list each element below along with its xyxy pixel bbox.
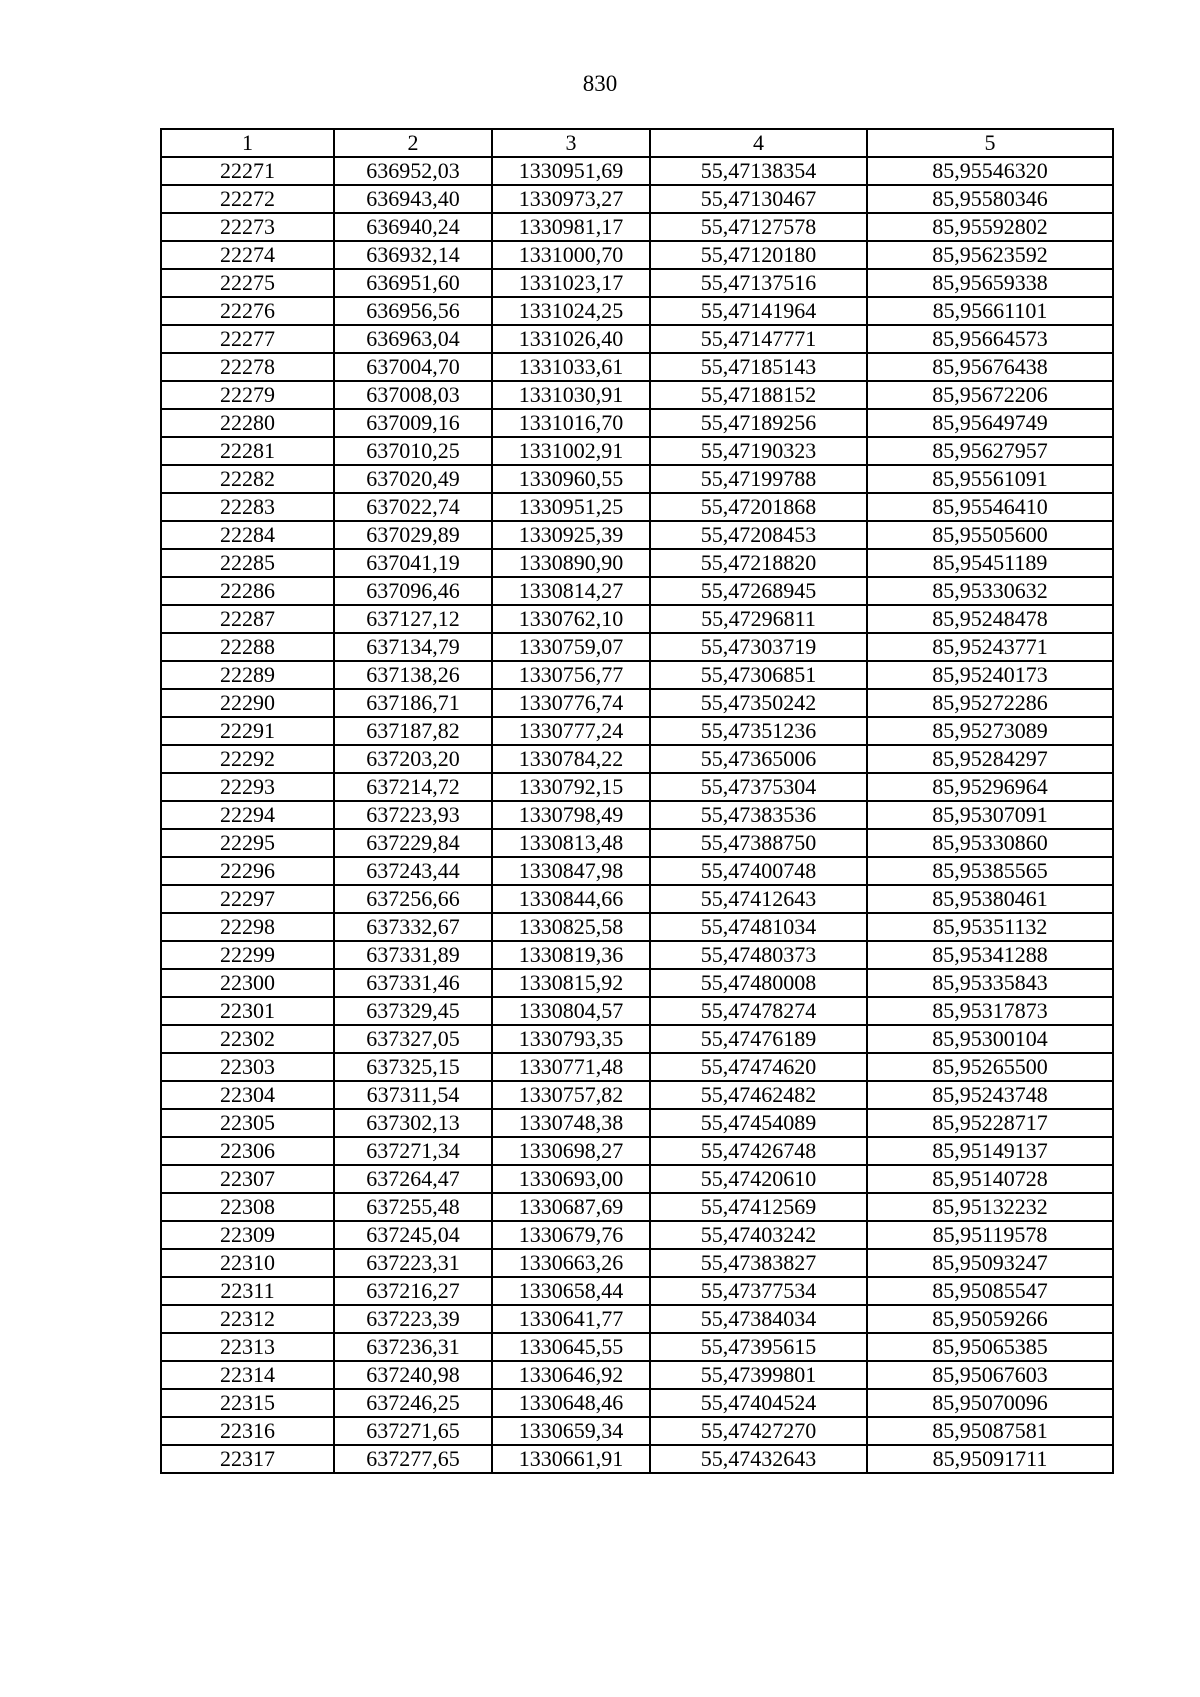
y-coordinate-cell: 1330693,00 (492, 1165, 650, 1193)
y-coordinate-cell: 1330847,98 (492, 857, 650, 885)
table-row (161, 885, 1113, 913)
x-coordinate-cell: 637010,25 (334, 437, 492, 465)
longitude-cell: 85,95243748 (867, 1081, 1113, 1109)
latitude-cell: 55,47296811 (650, 605, 867, 633)
point-number-cell: 22291 (161, 717, 334, 745)
table-header-row (161, 129, 1113, 157)
y-coordinate-cell: 1330804,57 (492, 997, 650, 1025)
x-coordinate-cell: 637236,31 (334, 1333, 492, 1361)
y-coordinate-cell: 1331000,70 (492, 241, 650, 269)
y-coordinate-cell: 1330792,15 (492, 773, 650, 801)
table-row (161, 1249, 1113, 1277)
x-coordinate-cell: 637004,70 (334, 353, 492, 381)
longitude-cell: 85,95561091 (867, 465, 1113, 493)
table-row (161, 325, 1113, 353)
x-coordinate-cell: 637264,47 (334, 1165, 492, 1193)
coordinates-table (160, 128, 1114, 1474)
latitude-cell: 55,47426748 (650, 1137, 867, 1165)
x-coordinate-cell: 637329,45 (334, 997, 492, 1025)
latitude-cell: 55,47365006 (650, 745, 867, 773)
longitude-cell: 85,95546410 (867, 493, 1113, 521)
table-row (161, 1221, 1113, 1249)
point-number-cell: 22289 (161, 661, 334, 689)
latitude-cell: 55,47375304 (650, 773, 867, 801)
table-row (161, 297, 1113, 325)
point-number-cell: 22306 (161, 1137, 334, 1165)
table-row (161, 661, 1113, 689)
latitude-cell: 55,47399801 (650, 1361, 867, 1389)
longitude-cell: 85,95664573 (867, 325, 1113, 353)
longitude-cell: 85,95317873 (867, 997, 1113, 1025)
x-coordinate-cell: 637223,93 (334, 801, 492, 829)
table-row (161, 717, 1113, 745)
point-number-cell: 22315 (161, 1389, 334, 1417)
longitude-cell: 85,95240173 (867, 661, 1113, 689)
latitude-cell: 55,47462482 (650, 1081, 867, 1109)
latitude-cell: 55,47189256 (650, 409, 867, 437)
x-coordinate-cell: 637240,98 (334, 1361, 492, 1389)
latitude-cell: 55,47432643 (650, 1445, 867, 1473)
y-coordinate-cell: 1330687,69 (492, 1193, 650, 1221)
point-number-cell: 22307 (161, 1165, 334, 1193)
x-coordinate-cell: 637020,49 (334, 465, 492, 493)
longitude-cell: 85,95627957 (867, 437, 1113, 465)
y-coordinate-cell: 1330659,34 (492, 1417, 650, 1445)
longitude-cell: 85,95087581 (867, 1417, 1113, 1445)
y-coordinate-cell: 1330748,38 (492, 1109, 650, 1137)
point-number-cell: 22308 (161, 1193, 334, 1221)
y-coordinate-cell: 1330777,24 (492, 717, 650, 745)
y-coordinate-cell: 1331024,25 (492, 297, 650, 325)
point-number-cell: 22297 (161, 885, 334, 913)
y-coordinate-cell: 1330890,90 (492, 549, 650, 577)
table-row (161, 633, 1113, 661)
y-coordinate-cell: 1330757,82 (492, 1081, 650, 1109)
point-number-cell: 22286 (161, 577, 334, 605)
longitude-cell: 85,95085547 (867, 1277, 1113, 1305)
latitude-cell: 55,47218820 (650, 549, 867, 577)
longitude-cell: 85,95505600 (867, 521, 1113, 549)
table-row (161, 437, 1113, 465)
y-coordinate-cell: 1330771,48 (492, 1053, 650, 1081)
table-row (161, 857, 1113, 885)
table-row (161, 1081, 1113, 1109)
point-number-cell: 22293 (161, 773, 334, 801)
point-number-cell: 22310 (161, 1249, 334, 1277)
x-coordinate-cell: 637256,66 (334, 885, 492, 913)
longitude-cell: 85,95335843 (867, 969, 1113, 997)
longitude-cell: 85,95330632 (867, 577, 1113, 605)
y-coordinate-cell: 1330798,49 (492, 801, 650, 829)
x-coordinate-cell: 637243,44 (334, 857, 492, 885)
latitude-cell: 55,47480373 (650, 941, 867, 969)
latitude-cell: 55,47403242 (650, 1221, 867, 1249)
longitude-cell: 85,95659338 (867, 269, 1113, 297)
latitude-cell: 55,47412643 (650, 885, 867, 913)
y-coordinate-cell: 1330776,74 (492, 689, 650, 717)
x-coordinate-cell: 637271,65 (334, 1417, 492, 1445)
latitude-cell: 55,47377534 (650, 1277, 867, 1305)
x-coordinate-cell: 636932,14 (334, 241, 492, 269)
column-header: 5 (867, 129, 1113, 157)
table-row (161, 1445, 1113, 1473)
table-row (161, 1389, 1113, 1417)
x-coordinate-cell: 637203,20 (334, 745, 492, 773)
table-row (161, 801, 1113, 829)
point-number-cell: 22274 (161, 241, 334, 269)
point-number-cell: 22287 (161, 605, 334, 633)
x-coordinate-cell: 636951,60 (334, 269, 492, 297)
point-number-cell: 22277 (161, 325, 334, 353)
longitude-cell: 85,95672206 (867, 381, 1113, 409)
y-coordinate-cell: 1330951,69 (492, 157, 650, 185)
longitude-cell: 85,95140728 (867, 1165, 1113, 1193)
y-coordinate-cell: 1330951,25 (492, 493, 650, 521)
latitude-cell: 55,47120180 (650, 241, 867, 269)
y-coordinate-cell: 1330960,55 (492, 465, 650, 493)
table-row (161, 577, 1113, 605)
latitude-cell: 55,47303719 (650, 633, 867, 661)
longitude-cell: 85,95300104 (867, 1025, 1113, 1053)
y-coordinate-cell: 1330756,77 (492, 661, 650, 689)
point-number-cell: 22304 (161, 1081, 334, 1109)
longitude-cell: 85,95546320 (867, 157, 1113, 185)
point-number-cell: 22300 (161, 969, 334, 997)
table-body (161, 129, 1113, 1473)
latitude-cell: 55,47199788 (650, 465, 867, 493)
latitude-cell: 55,47474620 (650, 1053, 867, 1081)
longitude-cell: 85,95070096 (867, 1389, 1113, 1417)
table-row (161, 157, 1113, 185)
table-row (161, 521, 1113, 549)
y-coordinate-cell: 1331023,17 (492, 269, 650, 297)
latitude-cell: 55,47141964 (650, 297, 867, 325)
latitude-cell: 55,47190323 (650, 437, 867, 465)
latitude-cell: 55,47412569 (650, 1193, 867, 1221)
point-number-cell: 22302 (161, 1025, 334, 1053)
point-number-cell: 22312 (161, 1305, 334, 1333)
y-coordinate-cell: 1330661,91 (492, 1445, 650, 1473)
latitude-cell: 55,47388750 (650, 829, 867, 857)
point-number-cell: 22290 (161, 689, 334, 717)
point-number-cell: 22284 (161, 521, 334, 549)
x-coordinate-cell: 637041,19 (334, 549, 492, 577)
x-coordinate-cell: 637245,04 (334, 1221, 492, 1249)
x-coordinate-cell: 637134,79 (334, 633, 492, 661)
longitude-cell: 85,95273089 (867, 717, 1113, 745)
point-number-cell: 22294 (161, 801, 334, 829)
point-number-cell: 22296 (161, 857, 334, 885)
longitude-cell: 85,95248478 (867, 605, 1113, 633)
y-coordinate-cell: 1331033,61 (492, 353, 650, 381)
point-number-cell: 22292 (161, 745, 334, 773)
y-coordinate-cell: 1330679,76 (492, 1221, 650, 1249)
point-number-cell: 22313 (161, 1333, 334, 1361)
x-coordinate-cell: 636943,40 (334, 185, 492, 213)
latitude-cell: 55,47476189 (650, 1025, 867, 1053)
longitude-cell: 85,95385565 (867, 857, 1113, 885)
point-number-cell: 22314 (161, 1361, 334, 1389)
x-coordinate-cell: 637009,16 (334, 409, 492, 437)
x-coordinate-cell: 637325,15 (334, 1053, 492, 1081)
y-coordinate-cell: 1331016,70 (492, 409, 650, 437)
x-coordinate-cell: 637187,82 (334, 717, 492, 745)
x-coordinate-cell: 637223,39 (334, 1305, 492, 1333)
latitude-cell: 55,47420610 (650, 1165, 867, 1193)
y-coordinate-cell: 1330825,58 (492, 913, 650, 941)
point-number-cell: 22309 (161, 1221, 334, 1249)
y-coordinate-cell: 1331026,40 (492, 325, 650, 353)
y-coordinate-cell: 1330762,10 (492, 605, 650, 633)
y-coordinate-cell: 1330819,36 (492, 941, 650, 969)
latitude-cell: 55,47188152 (650, 381, 867, 409)
longitude-cell: 85,95307091 (867, 801, 1113, 829)
longitude-cell: 85,95341288 (867, 941, 1113, 969)
y-coordinate-cell: 1330815,92 (492, 969, 650, 997)
x-coordinate-cell: 637186,71 (334, 689, 492, 717)
latitude-cell: 55,47383827 (650, 1249, 867, 1277)
table-row (161, 1165, 1113, 1193)
point-number-cell: 22316 (161, 1417, 334, 1445)
point-number-cell: 22299 (161, 941, 334, 969)
y-coordinate-cell: 1330663,26 (492, 1249, 650, 1277)
point-number-cell: 22285 (161, 549, 334, 577)
longitude-cell: 85,95623592 (867, 241, 1113, 269)
x-coordinate-cell: 637138,26 (334, 661, 492, 689)
table-row (161, 1193, 1113, 1221)
table-row (161, 409, 1113, 437)
longitude-cell: 85,95119578 (867, 1221, 1113, 1249)
latitude-cell: 55,47481034 (650, 913, 867, 941)
table-row (161, 689, 1113, 717)
latitude-cell: 55,47384034 (650, 1305, 867, 1333)
x-coordinate-cell: 637029,89 (334, 521, 492, 549)
y-coordinate-cell: 1330784,22 (492, 745, 650, 773)
latitude-cell: 55,47130467 (650, 185, 867, 213)
x-coordinate-cell: 637223,31 (334, 1249, 492, 1277)
table-row (161, 353, 1113, 381)
latitude-cell: 55,47383536 (650, 801, 867, 829)
point-number-cell: 22305 (161, 1109, 334, 1137)
x-coordinate-cell: 636956,56 (334, 297, 492, 325)
x-coordinate-cell: 637277,65 (334, 1445, 492, 1473)
table-row (161, 997, 1113, 1025)
column-header: 3 (492, 129, 650, 157)
point-number-cell: 22311 (161, 1277, 334, 1305)
table-row (161, 969, 1113, 997)
point-number-cell: 22281 (161, 437, 334, 465)
point-number-cell: 22271 (161, 157, 334, 185)
point-number-cell: 22279 (161, 381, 334, 409)
x-coordinate-cell: 637214,72 (334, 773, 492, 801)
column-header: 2 (334, 129, 492, 157)
table-row (161, 465, 1113, 493)
point-number-cell: 22280 (161, 409, 334, 437)
latitude-cell: 55,47427270 (650, 1417, 867, 1445)
latitude-cell: 55,47147771 (650, 325, 867, 353)
point-number-cell: 22288 (161, 633, 334, 661)
x-coordinate-cell: 637022,74 (334, 493, 492, 521)
y-coordinate-cell: 1330813,48 (492, 829, 650, 857)
table-row (161, 1025, 1113, 1053)
longitude-cell: 85,95580346 (867, 185, 1113, 213)
latitude-cell: 55,47400748 (650, 857, 867, 885)
latitude-cell: 55,47454089 (650, 1109, 867, 1137)
x-coordinate-cell: 637271,34 (334, 1137, 492, 1165)
point-number-cell: 22282 (161, 465, 334, 493)
latitude-cell: 55,47208453 (650, 521, 867, 549)
y-coordinate-cell: 1330925,39 (492, 521, 650, 549)
column-header: 1 (161, 129, 334, 157)
x-coordinate-cell: 637331,89 (334, 941, 492, 969)
table-row (161, 185, 1113, 213)
table-row (161, 1417, 1113, 1445)
table-row (161, 213, 1113, 241)
point-number-cell: 22275 (161, 269, 334, 297)
longitude-cell: 85,95149137 (867, 1137, 1113, 1165)
table-row (161, 941, 1113, 969)
x-coordinate-cell: 637331,46 (334, 969, 492, 997)
longitude-cell: 85,95296964 (867, 773, 1113, 801)
y-coordinate-cell: 1330698,27 (492, 1137, 650, 1165)
longitude-cell: 85,95351132 (867, 913, 1113, 941)
column-header: 4 (650, 129, 867, 157)
latitude-cell: 55,47306851 (650, 661, 867, 689)
table-row (161, 1109, 1113, 1137)
x-coordinate-cell: 637008,03 (334, 381, 492, 409)
longitude-cell: 85,95592802 (867, 213, 1113, 241)
x-coordinate-cell: 637127,12 (334, 605, 492, 633)
longitude-cell: 85,95284297 (867, 745, 1113, 773)
latitude-cell: 55,47478274 (650, 997, 867, 1025)
point-number-cell: 22272 (161, 185, 334, 213)
table-row (161, 829, 1113, 857)
x-coordinate-cell: 637255,48 (334, 1193, 492, 1221)
y-coordinate-cell: 1330648,46 (492, 1389, 650, 1417)
x-coordinate-cell: 637311,54 (334, 1081, 492, 1109)
x-coordinate-cell: 637229,84 (334, 829, 492, 857)
latitude-cell: 55,47351236 (650, 717, 867, 745)
longitude-cell: 85,95649749 (867, 409, 1113, 437)
table-row (161, 241, 1113, 269)
y-coordinate-cell: 1330844,66 (492, 885, 650, 913)
table-row (161, 745, 1113, 773)
point-number-cell: 22295 (161, 829, 334, 857)
point-number-cell: 22273 (161, 213, 334, 241)
x-coordinate-cell: 636952,03 (334, 157, 492, 185)
point-number-cell: 22298 (161, 913, 334, 941)
point-number-cell: 22301 (161, 997, 334, 1025)
y-coordinate-cell: 1330759,07 (492, 633, 650, 661)
point-number-cell: 22278 (161, 353, 334, 381)
latitude-cell: 55,47127578 (650, 213, 867, 241)
y-coordinate-cell: 1330981,17 (492, 213, 650, 241)
table-row (161, 605, 1113, 633)
table-row (161, 913, 1113, 941)
longitude-cell: 85,95451189 (867, 549, 1113, 577)
table-row (161, 381, 1113, 409)
latitude-cell: 55,47185143 (650, 353, 867, 381)
table-row (161, 493, 1113, 521)
x-coordinate-cell: 637246,25 (334, 1389, 492, 1417)
table-row (161, 549, 1113, 577)
longitude-cell: 85,95272286 (867, 689, 1113, 717)
longitude-cell: 85,95380461 (867, 885, 1113, 913)
table-row (161, 1277, 1113, 1305)
longitude-cell: 85,95243771 (867, 633, 1113, 661)
latitude-cell: 55,47404524 (650, 1389, 867, 1417)
table-row (161, 1137, 1113, 1165)
latitude-cell: 55,47201868 (650, 493, 867, 521)
y-coordinate-cell: 1330658,44 (492, 1277, 650, 1305)
longitude-cell: 85,95091711 (867, 1445, 1113, 1473)
longitude-cell: 85,95265500 (867, 1053, 1113, 1081)
longitude-cell: 85,95228717 (867, 1109, 1113, 1137)
x-coordinate-cell: 637216,27 (334, 1277, 492, 1305)
longitude-cell: 85,95330860 (867, 829, 1113, 857)
y-coordinate-cell: 1330641,77 (492, 1305, 650, 1333)
longitude-cell: 85,95059266 (867, 1305, 1113, 1333)
longitude-cell: 85,95132232 (867, 1193, 1113, 1221)
point-number-cell: 22276 (161, 297, 334, 325)
x-coordinate-cell: 636940,24 (334, 213, 492, 241)
longitude-cell: 85,95065385 (867, 1333, 1113, 1361)
table-row (161, 1361, 1113, 1389)
x-coordinate-cell: 637302,13 (334, 1109, 492, 1137)
latitude-cell: 55,47137516 (650, 269, 867, 297)
latitude-cell: 55,47480008 (650, 969, 867, 997)
table-row (161, 773, 1113, 801)
point-number-cell: 22303 (161, 1053, 334, 1081)
page-number: 830 (582, 71, 618, 96)
point-number-cell: 22317 (161, 1445, 334, 1473)
y-coordinate-cell: 1330973,27 (492, 185, 650, 213)
longitude-cell: 85,95676438 (867, 353, 1113, 381)
table-row (161, 1333, 1113, 1361)
x-coordinate-cell: 636963,04 (334, 325, 492, 353)
x-coordinate-cell: 637332,67 (334, 913, 492, 941)
latitude-cell: 55,47395615 (650, 1333, 867, 1361)
table-row (161, 1305, 1113, 1333)
y-coordinate-cell: 1330793,35 (492, 1025, 650, 1053)
point-number-cell: 22283 (161, 493, 334, 521)
y-coordinate-cell: 1331002,91 (492, 437, 650, 465)
longitude-cell: 85,95661101 (867, 297, 1113, 325)
longitude-cell: 85,95093247 (867, 1249, 1113, 1277)
y-coordinate-cell: 1331030,91 (492, 381, 650, 409)
x-coordinate-cell: 637096,46 (334, 577, 492, 605)
longitude-cell: 85,95067603 (867, 1361, 1113, 1389)
y-coordinate-cell: 1330645,55 (492, 1333, 650, 1361)
table-row (161, 1053, 1113, 1081)
latitude-cell: 55,47268945 (650, 577, 867, 605)
y-coordinate-cell: 1330814,27 (492, 577, 650, 605)
latitude-cell: 55,47350242 (650, 689, 867, 717)
table-row (161, 269, 1113, 297)
x-coordinate-cell: 637327,05 (334, 1025, 492, 1053)
latitude-cell: 55,47138354 (650, 157, 867, 185)
y-coordinate-cell: 1330646,92 (492, 1361, 650, 1389)
